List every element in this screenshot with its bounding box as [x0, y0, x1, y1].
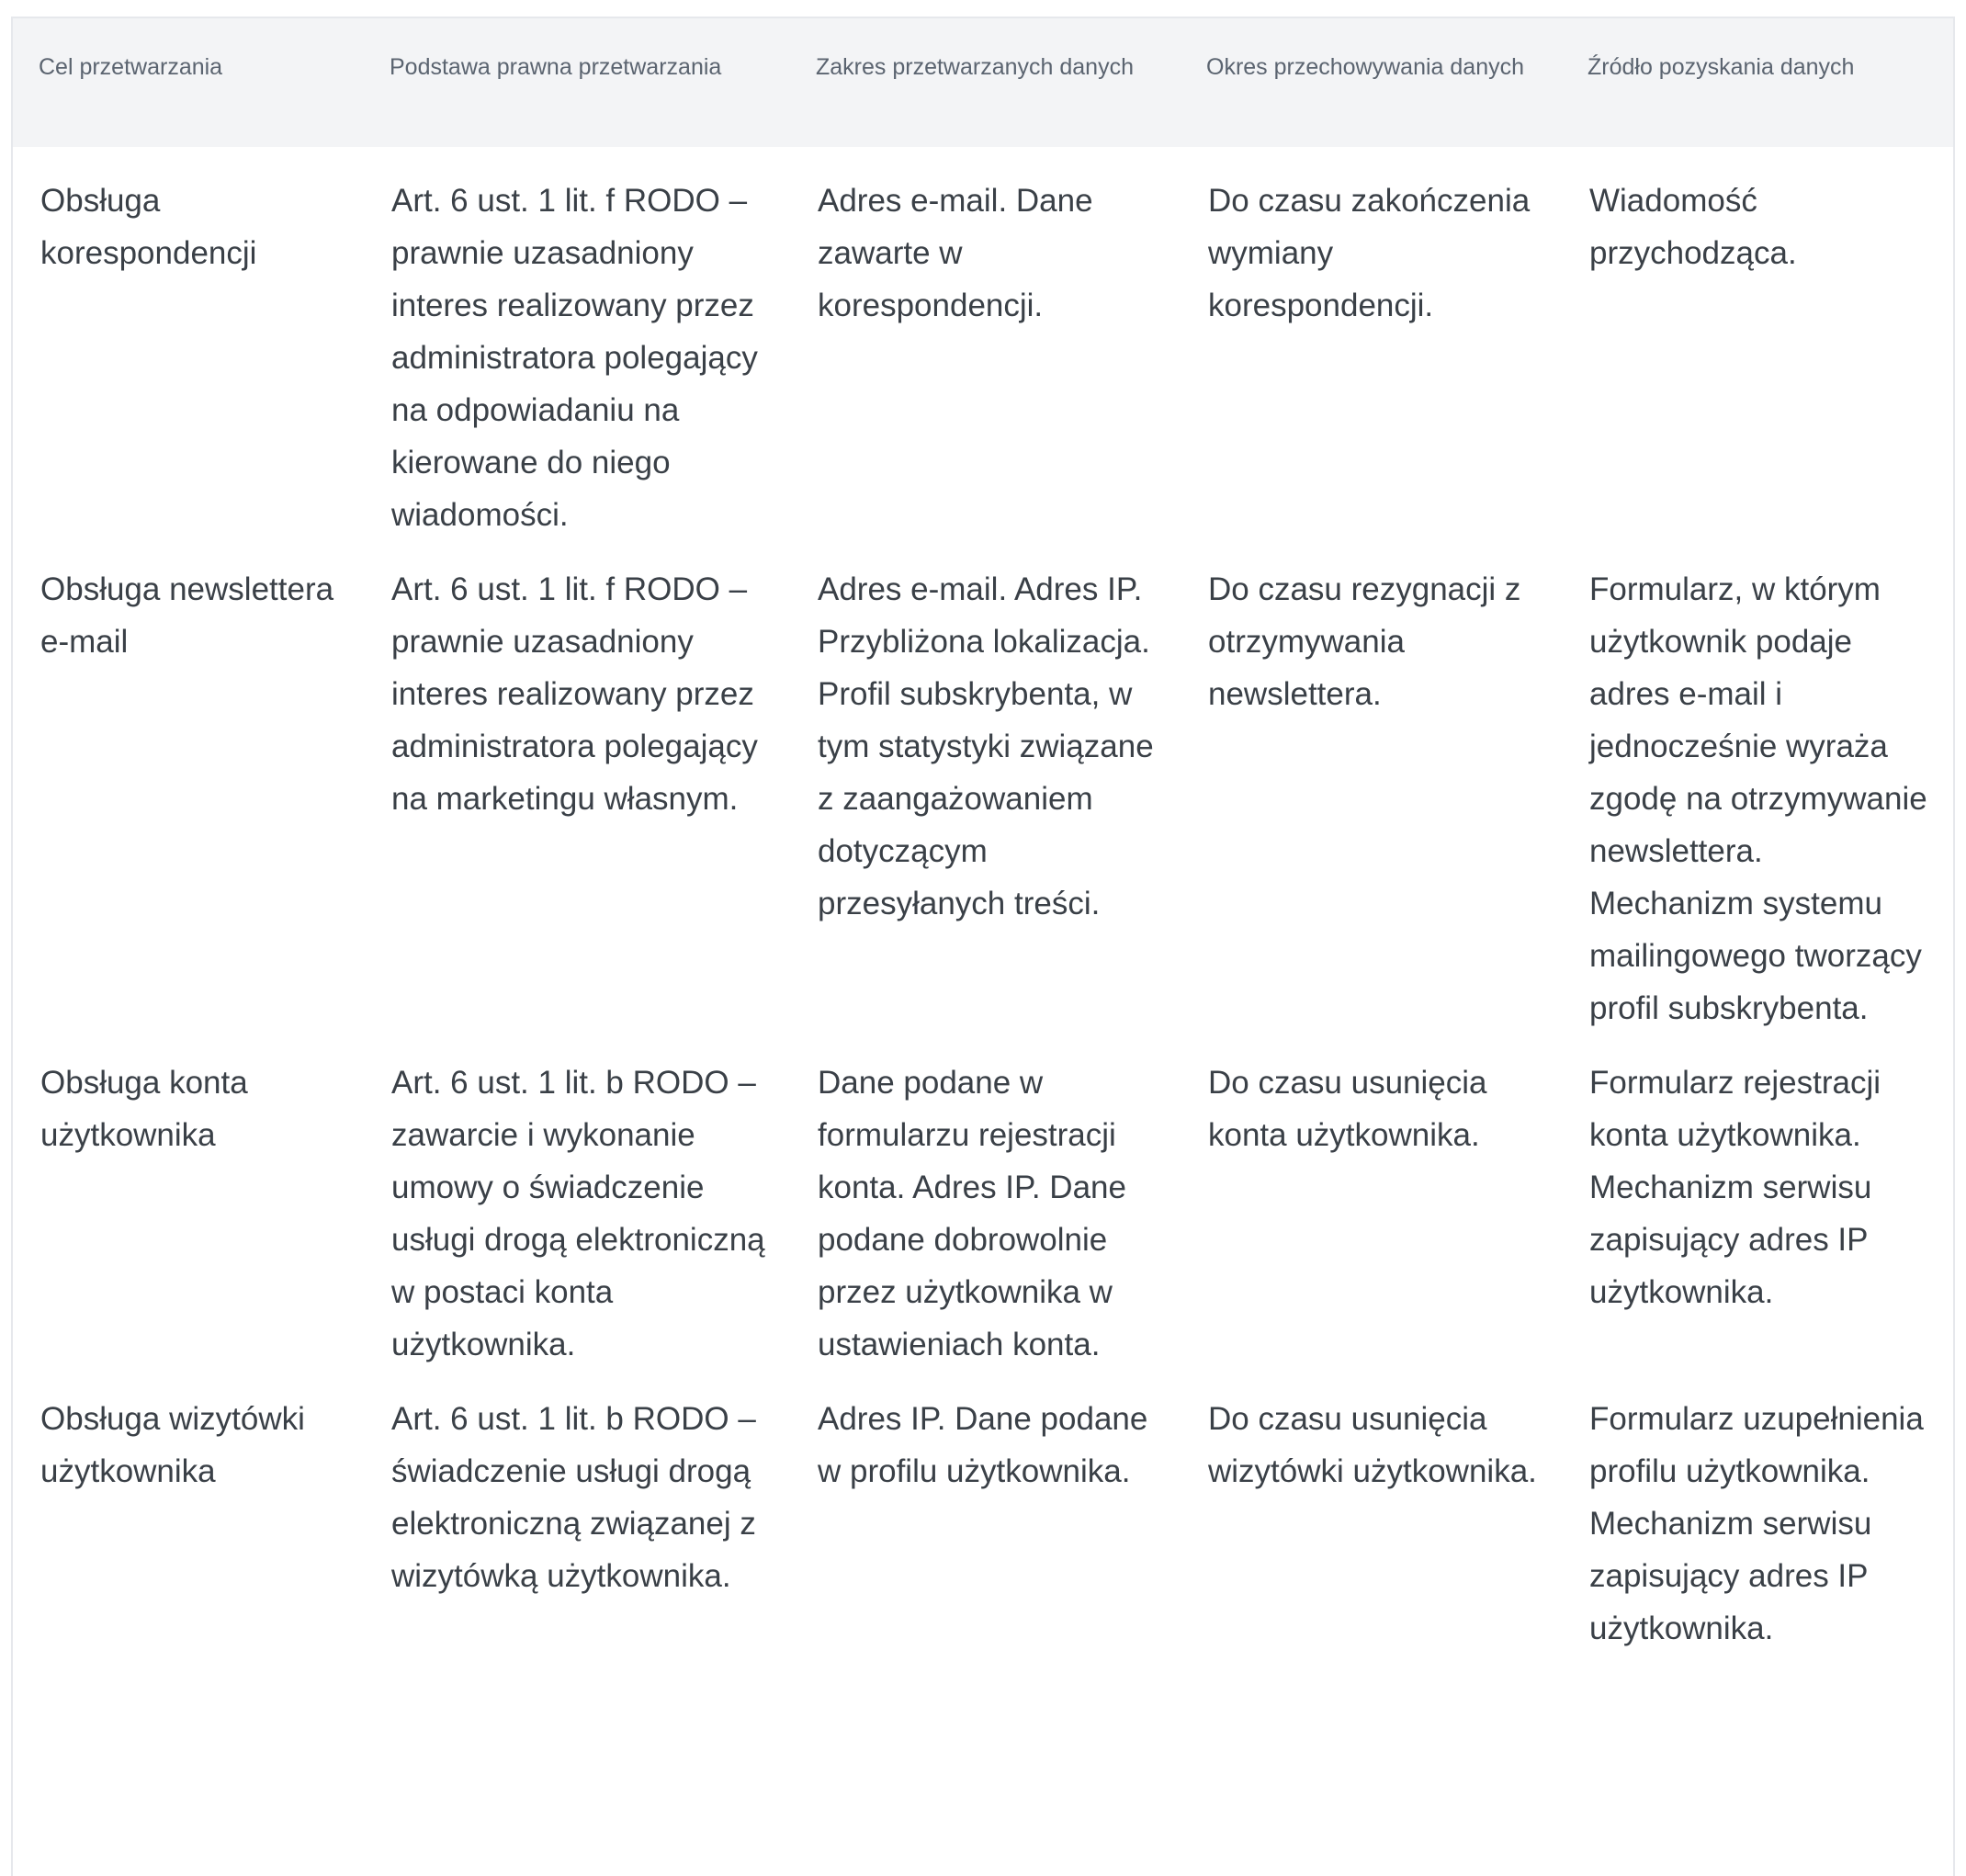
cell-cel: Obsługa korespondencji [40, 183, 257, 271]
cell-zrodlo: Formularz rejestracji konta użytkownika. Mechanizm serwisu zapisujący adres IP użytkownika. [1589, 1065, 1881, 1310]
cell-podstawa: Art. 6 ust. 1 lit. f RODO – prawnie uzasadniony interes realizowany przez administratora polegający na marketingu własnym. [391, 571, 758, 817]
cell-zrodlo: Formularz, w którym użytkownik podaje adres e-mail i jednocześnie wyraża zgodę na otrzymywanie newslettera. Mechanizm systemu mailingowego tworzący profil subskrybenta. [1589, 571, 1927, 1026]
cell-podstawa: Art. 6 ust. 1 lit. b RODO – zawarcie i wykonanie umowy o świadczenie usługi drogą elektroniczną w postaci konta użytkownika. [391, 1065, 765, 1362]
cell-zrodlo: Wiadomość przychodząca. [1589, 183, 1797, 271]
cell-zakres: Adres IP. Dane podane w profilu użytkownika. [818, 1401, 1148, 1489]
table-row [13, 563, 1955, 1057]
cell-cel: Obsługa konta użytkownika [40, 1065, 248, 1153]
gdpr-processing-table-container [11, 17, 1955, 1876]
header-okres-przechowywania: Okres przechowywania danych [1206, 54, 1524, 80]
cell-cel: Obsługa newslettera e-mail [40, 571, 334, 660]
cell-okres: Do czasu zakończenia wymiany korespondencji. [1208, 183, 1531, 323]
cell-okres: Do czasu usunięcia konta użytkownika. [1208, 1065, 1487, 1153]
table-row [13, 1057, 1955, 1393]
cell-podstawa: Art. 6 ust. 1 lit. b RODO – świadczenie usługi drogą elektroniczną związanej z wizytówką użytkownika. [391, 1401, 756, 1594]
cell-zakres: Adres e-mail. Adres IP. Przybliżona lokalizacja. Profil subskrybenta, w tym statystyki związane z zaangażowaniem dotyczącym przesyłanych treści. [818, 571, 1154, 921]
cell-podstawa: Art. 6 ust. 1 lit. f RODO – prawnie uzasadniony interes realizowany przez administratora polegający na odpowiadaniu na kierowane do niego wiadomości. [391, 183, 758, 533]
cell-zakres: Adres e-mail. Dane zawarte w korespondencji. [818, 183, 1093, 323]
table-row [13, 147, 1955, 563]
gdpr-processing-table [13, 18, 1955, 1677]
header-cel-przetwarzania: Cel przetwarzania [39, 54, 223, 80]
table-header [13, 18, 1955, 147]
cell-okres: Do czasu rezygnacji z otrzymywania newslettera. [1208, 571, 1521, 712]
header-row [13, 18, 1955, 147]
header-zrodlo-pozyskania: Źródło pozyskania danych [1587, 54, 1855, 80]
table-body [13, 147, 1955, 1677]
header-podstawa-prawna: Podstawa prawna przetwarzania [390, 54, 722, 80]
cell-okres: Do czasu usunięcia wizytówki użytkownika. [1208, 1401, 1537, 1489]
header-zakres-danych: Zakres przetwarzanych danych [816, 54, 1134, 80]
cell-zrodlo: Formularz uzupełnienia profilu użytkownika. Mechanizm serwisu zapisujący adres IP użytkownika. [1589, 1401, 1924, 1646]
cell-zakres: Dane podane w formularzu rejestracji konta. Adres IP. Dane podane dobrowolnie przez użytkownika w ustawieniach konta. [818, 1065, 1126, 1362]
cell-cel: Obsługa wizytówki użytkownika [40, 1401, 305, 1489]
table-row [13, 1393, 1955, 1677]
